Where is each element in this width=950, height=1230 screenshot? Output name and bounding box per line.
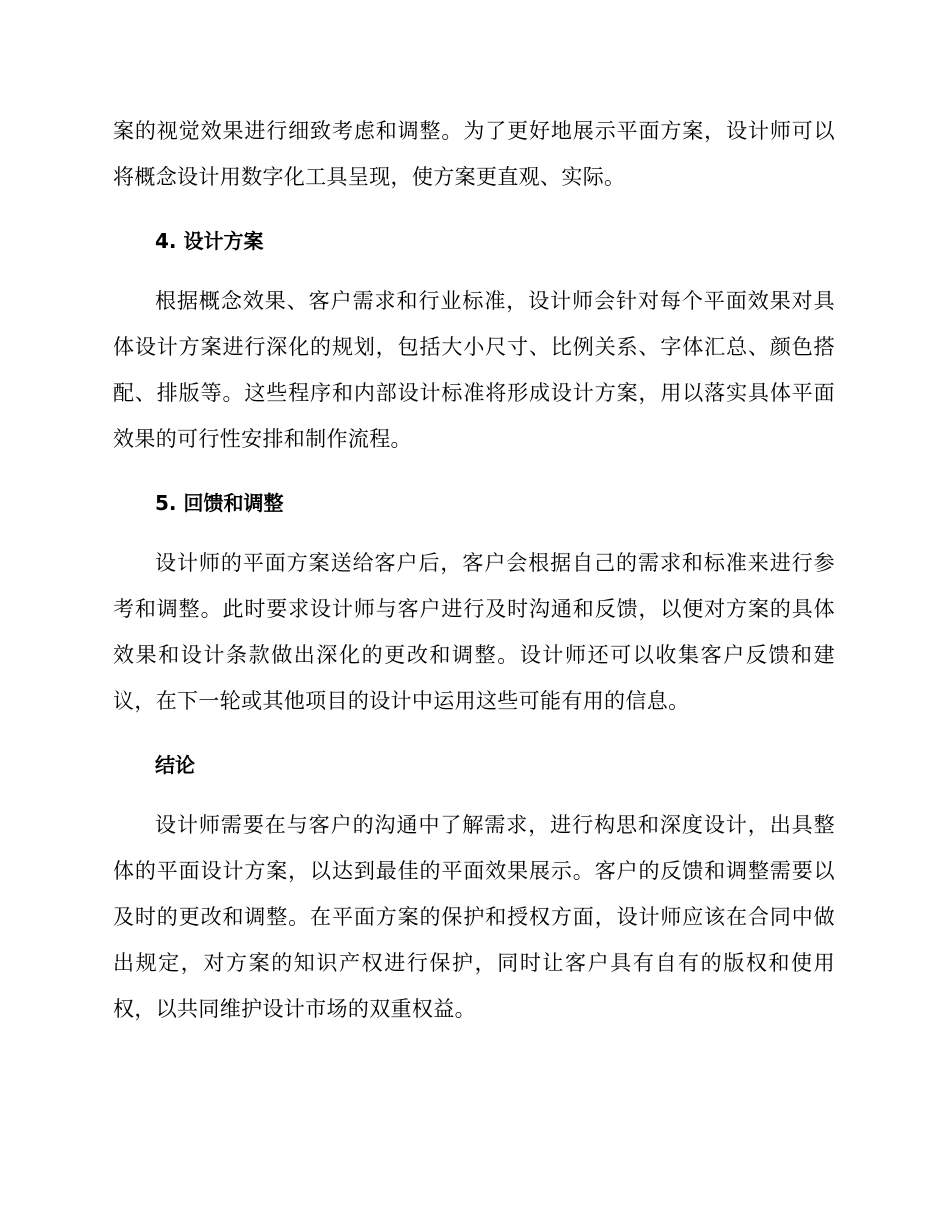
section-heading-conclusion: 结论	[155, 753, 195, 777]
section-paragraph-feedback: 设计师的平面方案送给客户后，客户会根据自己的需求和标准来进行参考和调整。此时要求设计师与客户进行及时沟通和反馈，以便对方案的具体效果和设计条款做出深化的更改和调整。设计师还可以收集客户反馈和建议，在下一轮或其他项目的设计中运用这些可能有用的信息。	[113, 551, 835, 713]
section-paragraph-conclusion: 设计师需要在与客户的沟通中了解需求，进行构思和深度设计，出具整体的平面设计方案，以达到最佳的平面效果展示。客户的反馈和调整需要以及时的更改和调整。在平面方案的保护和授权方面，设计师应该在合同中做出规定，对方案的知识产权进行保护，同时让客户具有自有的版权和使用权，以共同维护设计市场的双重权益。	[113, 813, 835, 1021]
section-heading-design-plan: 4. 设计方案	[155, 229, 264, 253]
intro-paragraph: 案的视觉效果进行细致考虑和调整。为了更好地展示平面方案，设计师可以将概念设计用数字化工具呈现，使方案更直观、实际。	[113, 119, 835, 189]
section-heading-feedback: 5. 回馈和调整	[155, 491, 284, 515]
document-page	[113, 108, 835, 1032]
section-paragraph-design-plan: 根据概念效果、客户需求和行业标准，设计师会针对每个平面效果对具体设计方案进行深化的规划，包括大小尺寸、比例关系、字体汇总、颜色搭配、排版等。这些程序和内部设计标准将形成设计方案，用以落实具体平面效果的可行性安排和制作流程。	[113, 289, 835, 451]
